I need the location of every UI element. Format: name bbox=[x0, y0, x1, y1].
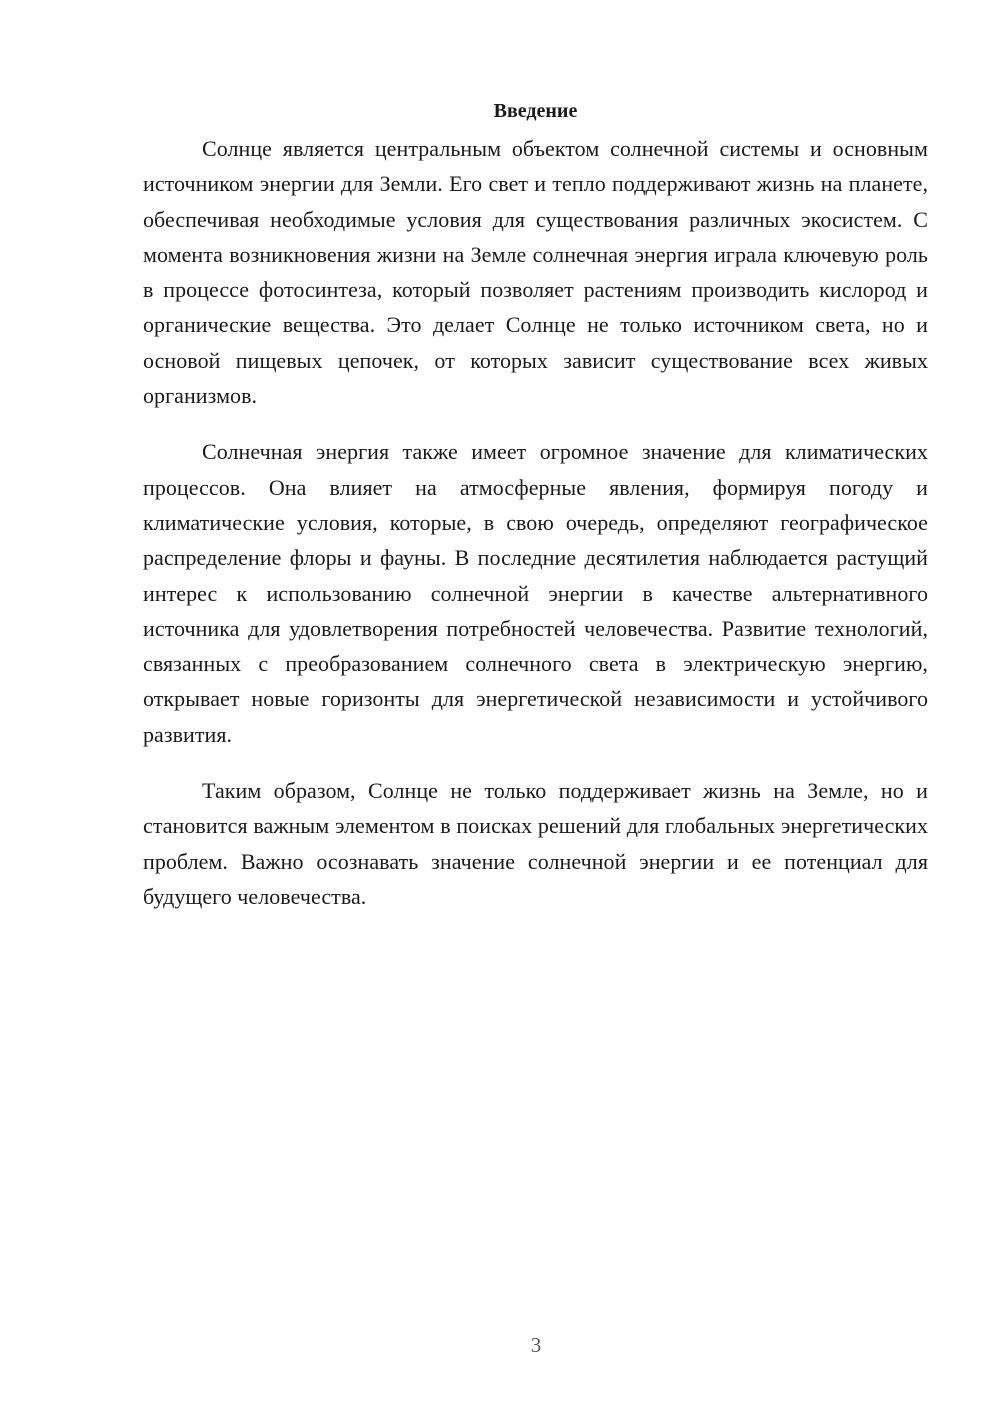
paragraph-2: Солнечная энергия также имеет огромное значение для климатических процессов. Она влияет на атмосферные явления, формируя погоду и климатические условия, которые, в свою очередь, определяют географическое распределение флоры и фауны. В последние десятилетия наблюдается растущий интерес к использованию солнечной энергии в качестве альтернативного источника для удовлетворения потребностей человечества. Развитие технологий, связанных с преобразованием солнечного света в электрическую энергию, открывает новые горизонты для энергетической независимости и устойчивого развития. bbox=[143, 439, 928, 747]
section-title: Введение bbox=[493, 100, 578, 122]
paragraph-3: Таким образом, Солнце не только поддерживает жизнь на Земле, но и становится важным элементом в поисках решений для глобальных энергетических проблем. Важно осознавать значение солнечной энергии и ее потенциал для будущего человечества. bbox=[143, 778, 928, 909]
page-number: 3 bbox=[530, 1333, 542, 1357]
document-page bbox=[143, 95, 928, 935]
paragraph-1: Солнце является центральным объектом солнечной системы и основным источником энергии для Земли. Его свет и тепло поддерживают жизнь на планете, обеспечивая необходимые условия для существования различных экосистем. С момента возникновения жизни на Земле солнечная энергия играла ключевую роль в процессе фотосинтеза, который позволяет растениям производить кислород и органические вещества. Это делает Солнце не только источником света, но и основой пищевых цепочек, от которых зависит существование всех живых организмов. bbox=[143, 136, 928, 409]
